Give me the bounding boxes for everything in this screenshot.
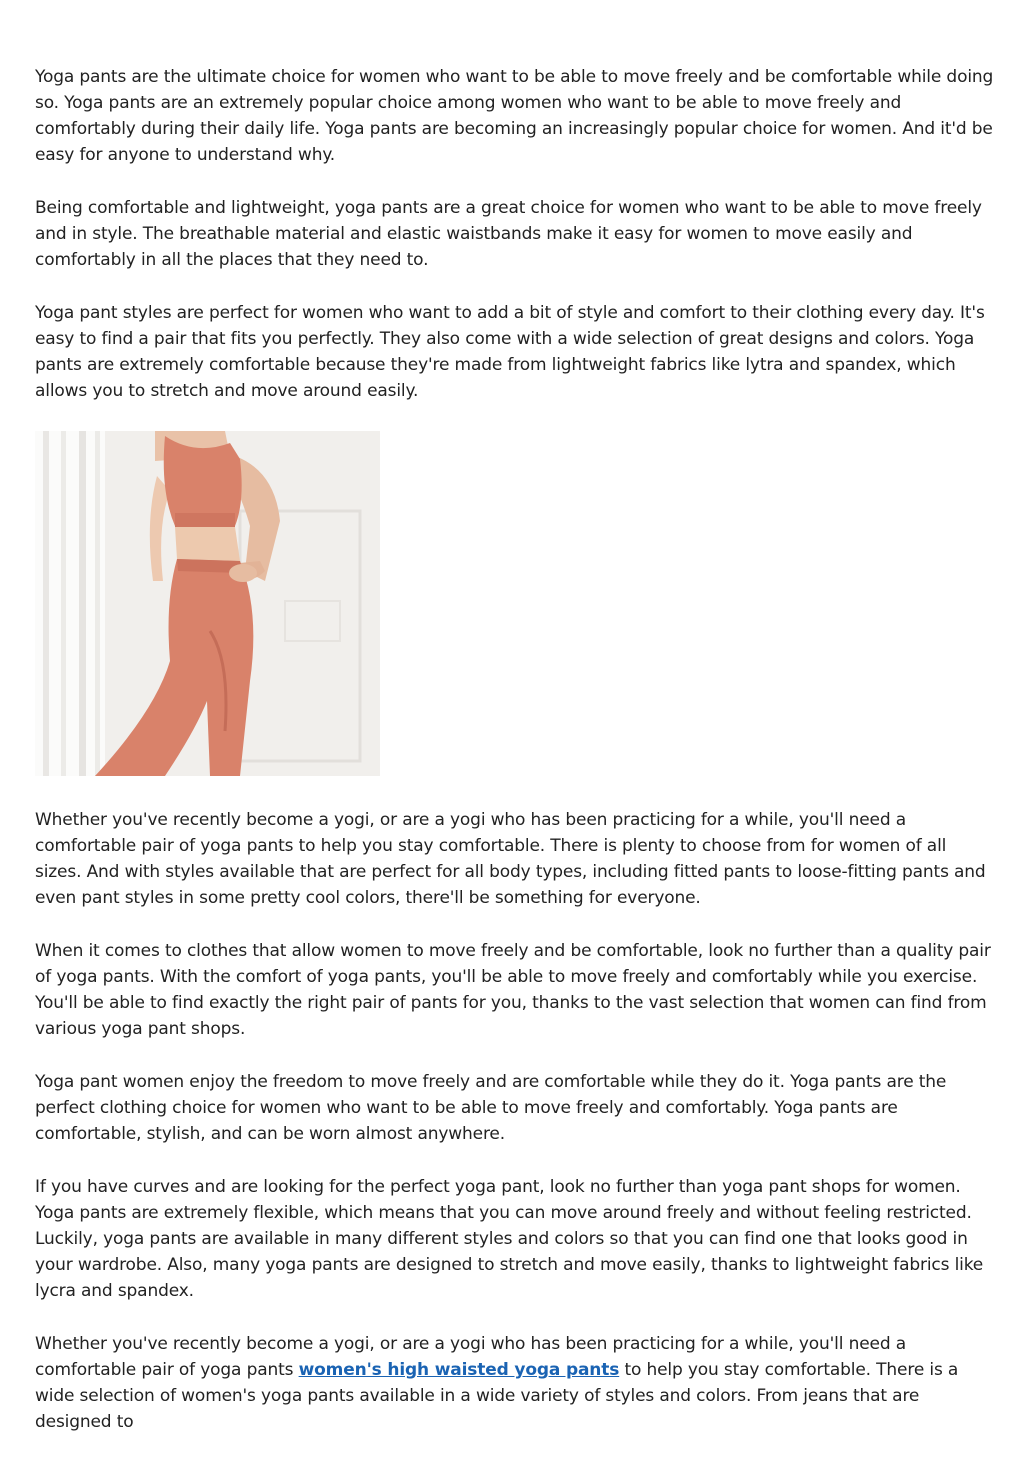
paragraph-8-end: to help you stay comfortable. There is a wide selection of women's yoga pants available in a wide variety of styles and colors. From jeans that are designed to <box>35 1360 959 1432</box>
paragraph-8-start: Whether you've recently become a yogi, or are a yogi who has been practicing for a while, you'll need a comfortable pair of yoga pants <box>35 1334 906 1380</box>
paragraph-2: Being comfortable and lightweight, yoga pants are a great choice for women who want to be able to move freely and in style. The breathable material and elastic waistbands make it easy for women to move easily and comfortably in all the places that they need to. <box>35 198 982 270</box>
womens-high-waisted-yoga-pants-link[interactable]: women's high waisted yoga pants <box>298 1360 620 1380</box>
paragraph-3: Yoga pant styles are perfect for women who want to add a bit of style and comfort to their clothing every day. It's easy to find a pair that fits you perfectly. They also come with a wide selection of great designs and colors. Yoga pants are extremely comfortable because they're made from lightweight fabrics like lytra and spandex, which allows you to stretch and move around easily. <box>35 303 985 401</box>
paragraph-6: Yoga pant women enjoy the freedom to move freely and are comfortable while they do it. Yoga pants are the perfect clothing choice for women who want to be able to move freely and comfortably. Yoga pants are comfortable, stylish, and can be worn almost anywhere. <box>35 1072 947 1144</box>
article-body <box>35 64 995 1462</box>
paragraph-5: When it comes to clothes that allow women to move freely and be comfortable, look no further than a quality pair of yoga pants. With the comfort of yoga pants, you'll be able to move freely and comfortably while you exercise. You'll be able to find exactly the right pair of pants for you, thanks to the vast selection that women can find from various yoga pant shops. <box>35 941 991 1039</box>
paragraph-8 <box>35 1331 995 1435</box>
paragraph-4: Whether you've recently become a yogi, or are a yogi who has been practicing for a while, you'll need a comfortable pair of yoga pants to help you stay comfortable. There is plenty to choose from for women of all sizes. And with styles available that are perfect for all body types, including fitted pants to loose-fitting pants and even pant styles in some pretty cool colors, there'll be something for everyone. <box>35 810 986 908</box>
paragraph-1: Yoga pants are the ultimate choice for women who want to be able to move freely and be comfortable while doing so. Yoga pants are an extremely popular choice among women who want to be able to move freely and comfortably during their daily life. Yoga pants are becoming an increasingly popular choice for women. And it'd be easy for anyone to understand why. <box>35 67 994 165</box>
yoga-outfit-photo <box>35 431 380 776</box>
paragraph-7: If you have curves and are looking for the perfect yoga pant, look no further than yoga pant shops for women. Yoga pants are extremely flexible, which means that you can move around freely and without feeling restricted. Luckily, yoga pants are available in many different styles and colors so that you can find one that looks good in your wardrobe. Also, many yoga pants are designed to stretch and move easily, thanks to lightweight fabrics like lycra and spandex. <box>35 1177 984 1301</box>
